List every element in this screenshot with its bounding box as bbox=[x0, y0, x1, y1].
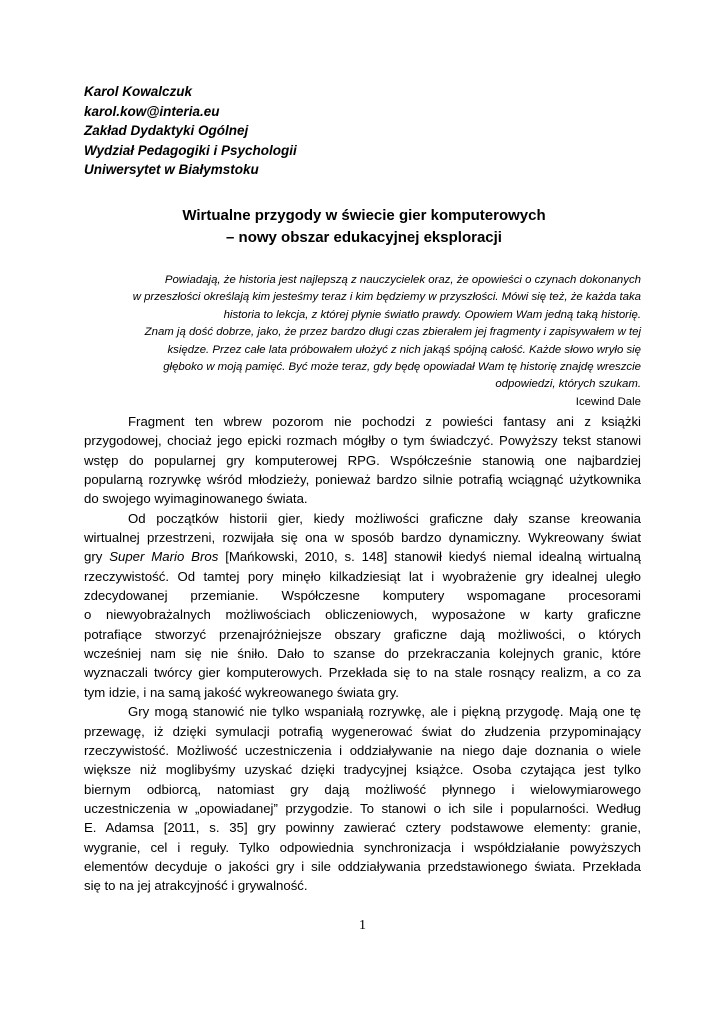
body-line: rzeczywistość. Możliwość uczestniczenia i oddziaływanie na niego daje doznania o wiele bbox=[84, 742, 641, 758]
body-line: wyznaczali twórcy gier komputerowych. Przekłada się to na stale rosnący realizm, a co za bbox=[84, 665, 641, 681]
body-line bbox=[84, 547, 641, 566]
article-title bbox=[84, 205, 644, 249]
epigraph-line: historia to lekcja, z której płynie światło prawdy. Opowiem Wam jedną taką historię. bbox=[223, 308, 641, 321]
body-line: wstęp do popularnej gry komputerowej RPG. Współcześnie stanowią one najbardziej bbox=[84, 452, 641, 468]
author-block bbox=[84, 82, 644, 180]
body-line: elementów decyduje o jakości gry i sile oddziaływania przedstawionego świata. Przekłada bbox=[84, 858, 641, 874]
body-line: E. Adamsa [2011, s. 35] gry powinny zawierać cztery podstawowe elementy: granie, bbox=[84, 820, 641, 836]
body-line: wcześniej nam się nie śniło. Dało to szanse do przekraczania kolejnych granic, które bbox=[84, 646, 641, 662]
body-line: Od początków historii gier, kiedy możliwości graficzne dały szanse kreowania bbox=[128, 510, 641, 526]
body-line: Fragment ten wbrew pozorom nie pochodzi z powieści fantasy ani z książki bbox=[128, 414, 641, 429]
body-line: popularną rozrywkę wśród młodzieży, ponieważ bardzo silnie potrafią wciągnąć użytkownika bbox=[84, 472, 641, 488]
body-line: do swojego wyimaginowanego świata. bbox=[84, 491, 308, 507]
epigraph-line: w przeszłości określają kim jesteśmy teraz i kim będziemy w przyszłości. Mówi się też, że każda taka bbox=[132, 291, 641, 304]
body-line: wygranie, cel i reguły. Tylko odpowiednia synchronizacja i współdziałanie powyższych bbox=[84, 839, 641, 855]
author-department: Zakład Dydaktyki Ogólnej bbox=[84, 123, 249, 138]
body-line: się to na jej atrakcyjność i grywalność. bbox=[84, 878, 308, 894]
author-email: karol.kow@interia.eu bbox=[84, 103, 220, 119]
body-line: tym idzie, i na samą jakość wykreowanego świata gry. bbox=[84, 684, 399, 700]
epigraph-line: głęboko w moją pamięć. Być może teraz, gdy będę opowiadał Wam tę historię znajdę wreszcie bbox=[163, 361, 641, 374]
game-title-emphasis: Super Mario Bros bbox=[109, 549, 219, 565]
epigraph-attribution: Icewind Dale bbox=[575, 395, 641, 408]
epigraph-line: Znam ją dość dobrze, jako, że przez bardzo długi czas zbierałem jej fragmenty i zapisywałem w tej bbox=[144, 326, 641, 339]
body-line: przewagę, iż dzięki symulacji potrafią wygenerować świat do złudzenia przypominający bbox=[84, 723, 641, 739]
body-line: większe niż moglibyśmy uzyskać dzięki tradycyjnej książce. Osoba czytająca jest tylko bbox=[84, 762, 641, 778]
epigraph-line: księdze. Przez całe lata próbowałem ułożyć z nich jakąś spójną całość. Każde słowo wryło się bbox=[167, 343, 641, 356]
title-line-2: – nowy obszar edukacyjnej eksploracji bbox=[226, 229, 502, 246]
author-university: Uniwersytet w Białymstoku bbox=[84, 162, 259, 177]
text-segment: gry bbox=[84, 549, 110, 565]
text-segment: [Mańkowski, 2010, s. 148] stanowił kiedyś niemal idealną wirtualną bbox=[218, 549, 641, 565]
body-text bbox=[84, 412, 641, 896]
epigraph bbox=[84, 272, 641, 411]
body-line: uczestniczenia w „opowiadanej” przygodzie. To stanowi o ich sile i popularności. Według bbox=[84, 800, 641, 816]
body-line: zdecydowanej przemianie. Współczesne komputery wspomagane procesorami bbox=[84, 588, 641, 604]
author-faculty: Wydział Pedagogiki i Psychologii bbox=[84, 142, 297, 158]
body-line: rzeczywistość. Od tamtej pory minęło kilkadziesiąt lat i wyobrażenie gry idealnej uległo bbox=[84, 568, 641, 584]
body-line: Gry mogą stanowić nie tylko wspaniałą rozrywkę, ale i piękną przygodę. Mają one tę bbox=[128, 704, 641, 720]
body-line: o niewyobrażalnych możliwościach obliczeniowych, wyposażone w karty graficzne bbox=[84, 607, 641, 623]
title-line-1: Wirtualne przygody w świecie gier komputerowych bbox=[182, 207, 546, 224]
body-line: biernym odbiorcą, natomiast gry dają możliwość płynnego i wielowymiarowego bbox=[84, 781, 641, 797]
epigraph-line: Powiadają, że historia jest najlepszą z nauczycielek oraz, że opowieści o czynach dokonanych bbox=[164, 274, 641, 286]
page-number: 1 bbox=[359, 918, 366, 933]
body-line: przygodowej, chociaż jego epicki rozmach mógłby o tym świadczyć. Powyższy tekst stanowi bbox=[84, 433, 641, 449]
epigraph-line: odpowiedzi, których szukam. bbox=[495, 378, 641, 391]
body-line: potrafiące stworzyć przenajróżniejsze obszary graficzne dają możliwości, o których bbox=[84, 626, 641, 642]
author-name: Karol Kowalczuk bbox=[84, 84, 193, 99]
body-line: wirtualnej przestrzeni, rozwijała się ona w sposób bardzo dynamiczny. Wykreowany świat bbox=[84, 530, 641, 546]
